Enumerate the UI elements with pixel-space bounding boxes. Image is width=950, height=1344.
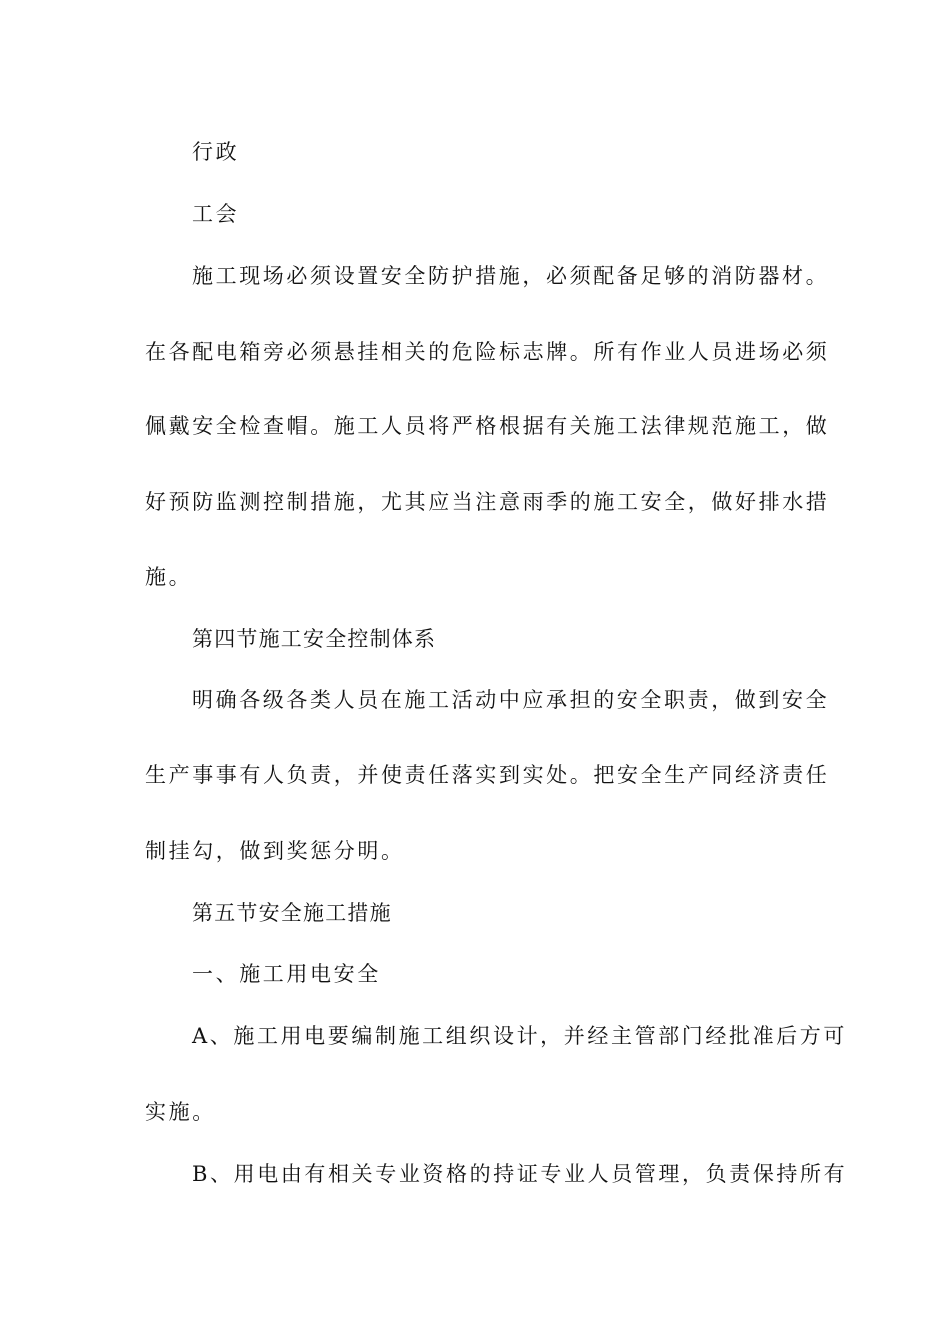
- list-item-line: 实施。: [145, 1100, 216, 1124]
- paragraph-line: 施。: [145, 565, 193, 589]
- paragraph-line: 制挂勾，做到奖惩分明。: [145, 839, 405, 863]
- text-line-union: 工会: [192, 202, 240, 226]
- paragraph-line: 好预防监测控制措施，尤其应当注意雨季的施工安全，做好排水措: [145, 490, 830, 514]
- text-line-administration: 行政: [192, 140, 240, 164]
- section-heading: 第五节安全施工措施: [192, 901, 392, 925]
- section-heading: 第四节施工安全控制体系: [192, 627, 437, 651]
- paragraph-line: 明确各级各类人员在施工活动中应承担的安全职责，做到安全: [192, 688, 830, 712]
- list-item-line: A、施工用电要编制施工组织设计，并经主管部门经批准后方可: [192, 1024, 847, 1048]
- paragraph-line: 生产事事有人负责，并使责任落实到实处。把安全生产同经济责任: [145, 763, 830, 787]
- subsection-heading: 一、施工用电安全: [192, 962, 381, 986]
- paragraph-line: 施工现场必须设置安全防护措施，必须配备足够的消防器材。: [192, 264, 830, 288]
- paragraph-line: 佩戴安全检查帽。施工人员将严格根据有关施工法律规范施工，做: [145, 414, 830, 438]
- paragraph-line: 在各配电箱旁必须悬挂相关的危险标志牌。所有作业人员进场必须: [145, 340, 830, 364]
- list-item-line: B、用电由有相关专业资格的持证专业人员管理，负责保持所有: [192, 1162, 848, 1186]
